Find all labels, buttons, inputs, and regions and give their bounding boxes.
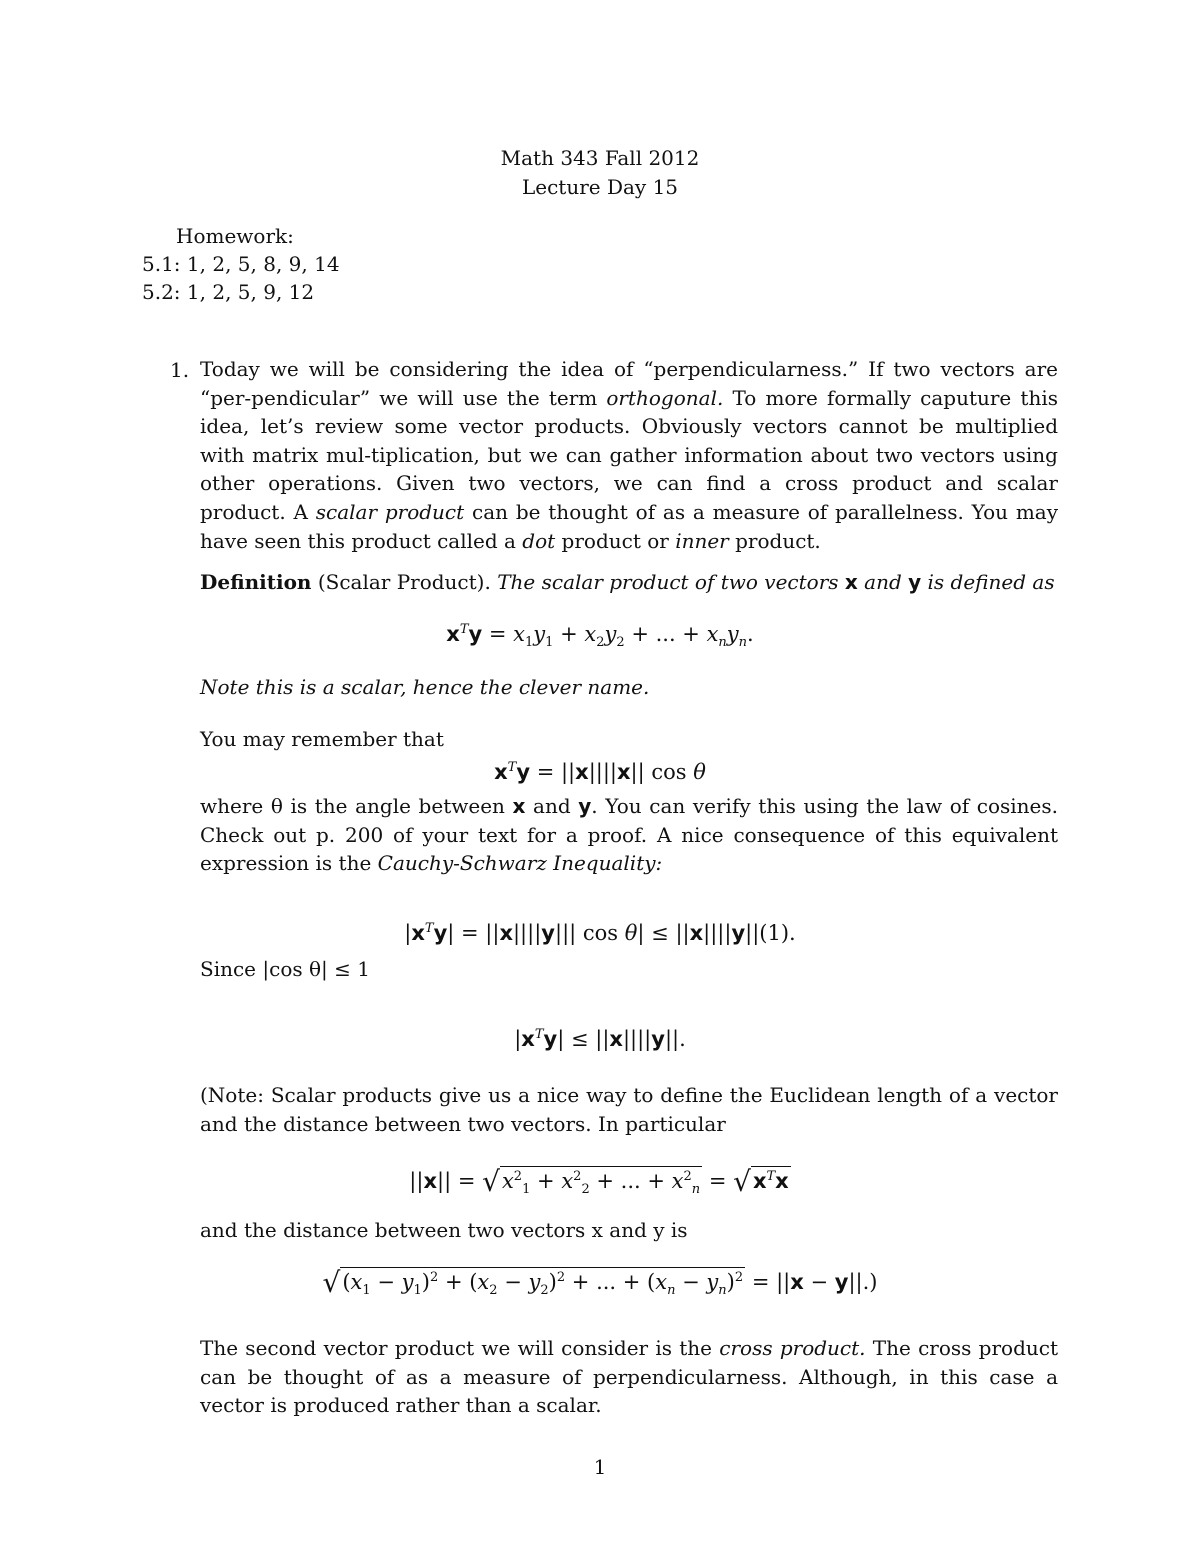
item-number: 1.: [170, 358, 190, 382]
page-number: 1: [593, 1455, 607, 1479]
length-equation: $||x|| = √x^2_1 + x^2_2$ + ... + $x^2_n = √x^Tx$: [409, 1165, 789, 1198]
remember-text: You may remember that: [200, 727, 444, 751]
definition: Definition (Scalar Product). The scalar product of two vectors x and y is defined as: [200, 570, 1055, 594]
lecture-title: Lecture Day 15: [521, 175, 679, 199]
course-title: Math 343 Fall 2012: [500, 146, 700, 170]
since-text: Since |cos θ| ≤ 1: [200, 957, 370, 981]
inequality-equation: $|x^Ty| \le ||x||||y||$.: [514, 1027, 686, 1051]
distance-text: and the distance between two vectors x and y is: [200, 1218, 688, 1242]
angle-paragraph: where θ is the angle between x and y. You can verify this using the law of cosines. Check out p. 200 of your text for a proof. A nice consequence of this equivalent expression is the Cauchy-Schwarz Inequality:: [200, 794, 1058, 876]
intro-paragraph: Today we will be considering the idea of “perpendicularness.” If two vectors are “per-pendicular” we will use the term orthogonal. To more formally caputure this idea, let’s review some vector products. Obviously vectors cannot be multiplied with matrix mul-tiplication, but we can gather information about two vectors using other operations. Given two vectors, we can find a cross product and scalar product. A scalar product can be thought of as a measure of parallelness. You may have seen this product called a dot product or inner product.: [200, 357, 1059, 553]
cross-product-paragraph: The second vector product we will consider is the cross product. The cross product can be thought of as a measure of perpendicularness. Although, in this case a vector is produced rather than a scalar.: [200, 1336, 1058, 1418]
cauchy-schwarz-equation: $|x^Ty| = ||x||||y|||$ cos θ| ≤ ||x||||y||(1).: [404, 921, 796, 945]
note-scalar: Note this is a scalar, hence the clever name.: [200, 675, 650, 699]
distance-equation: $√(x_1 - y_1)^2 + (x_2 - y_2)^2$ + ... + $(x_n - y_n)^2 = ||x - y||$.): [322, 1266, 878, 1299]
homework-item: 5.1: 1, 2, 5, 8, 9, 14: [142, 252, 340, 276]
note-paragraph: (Note: Scalar products give us a nice way to define the Euclidean length of a vector and the distance between two vectors. In particular: [200, 1083, 1058, 1136]
homework-item: 5.2: 1, 2, 5, 9, 12: [142, 280, 315, 304]
homework-label: Homework:: [176, 224, 294, 248]
cosine-equation: $x^Ty = ||x||||x||$ cos θ: [494, 760, 706, 784]
scalar-product-equation: $x^Ty = x_1y_1 + x_2y_2$ + ... + $x_ny_n$.: [446, 622, 754, 651]
